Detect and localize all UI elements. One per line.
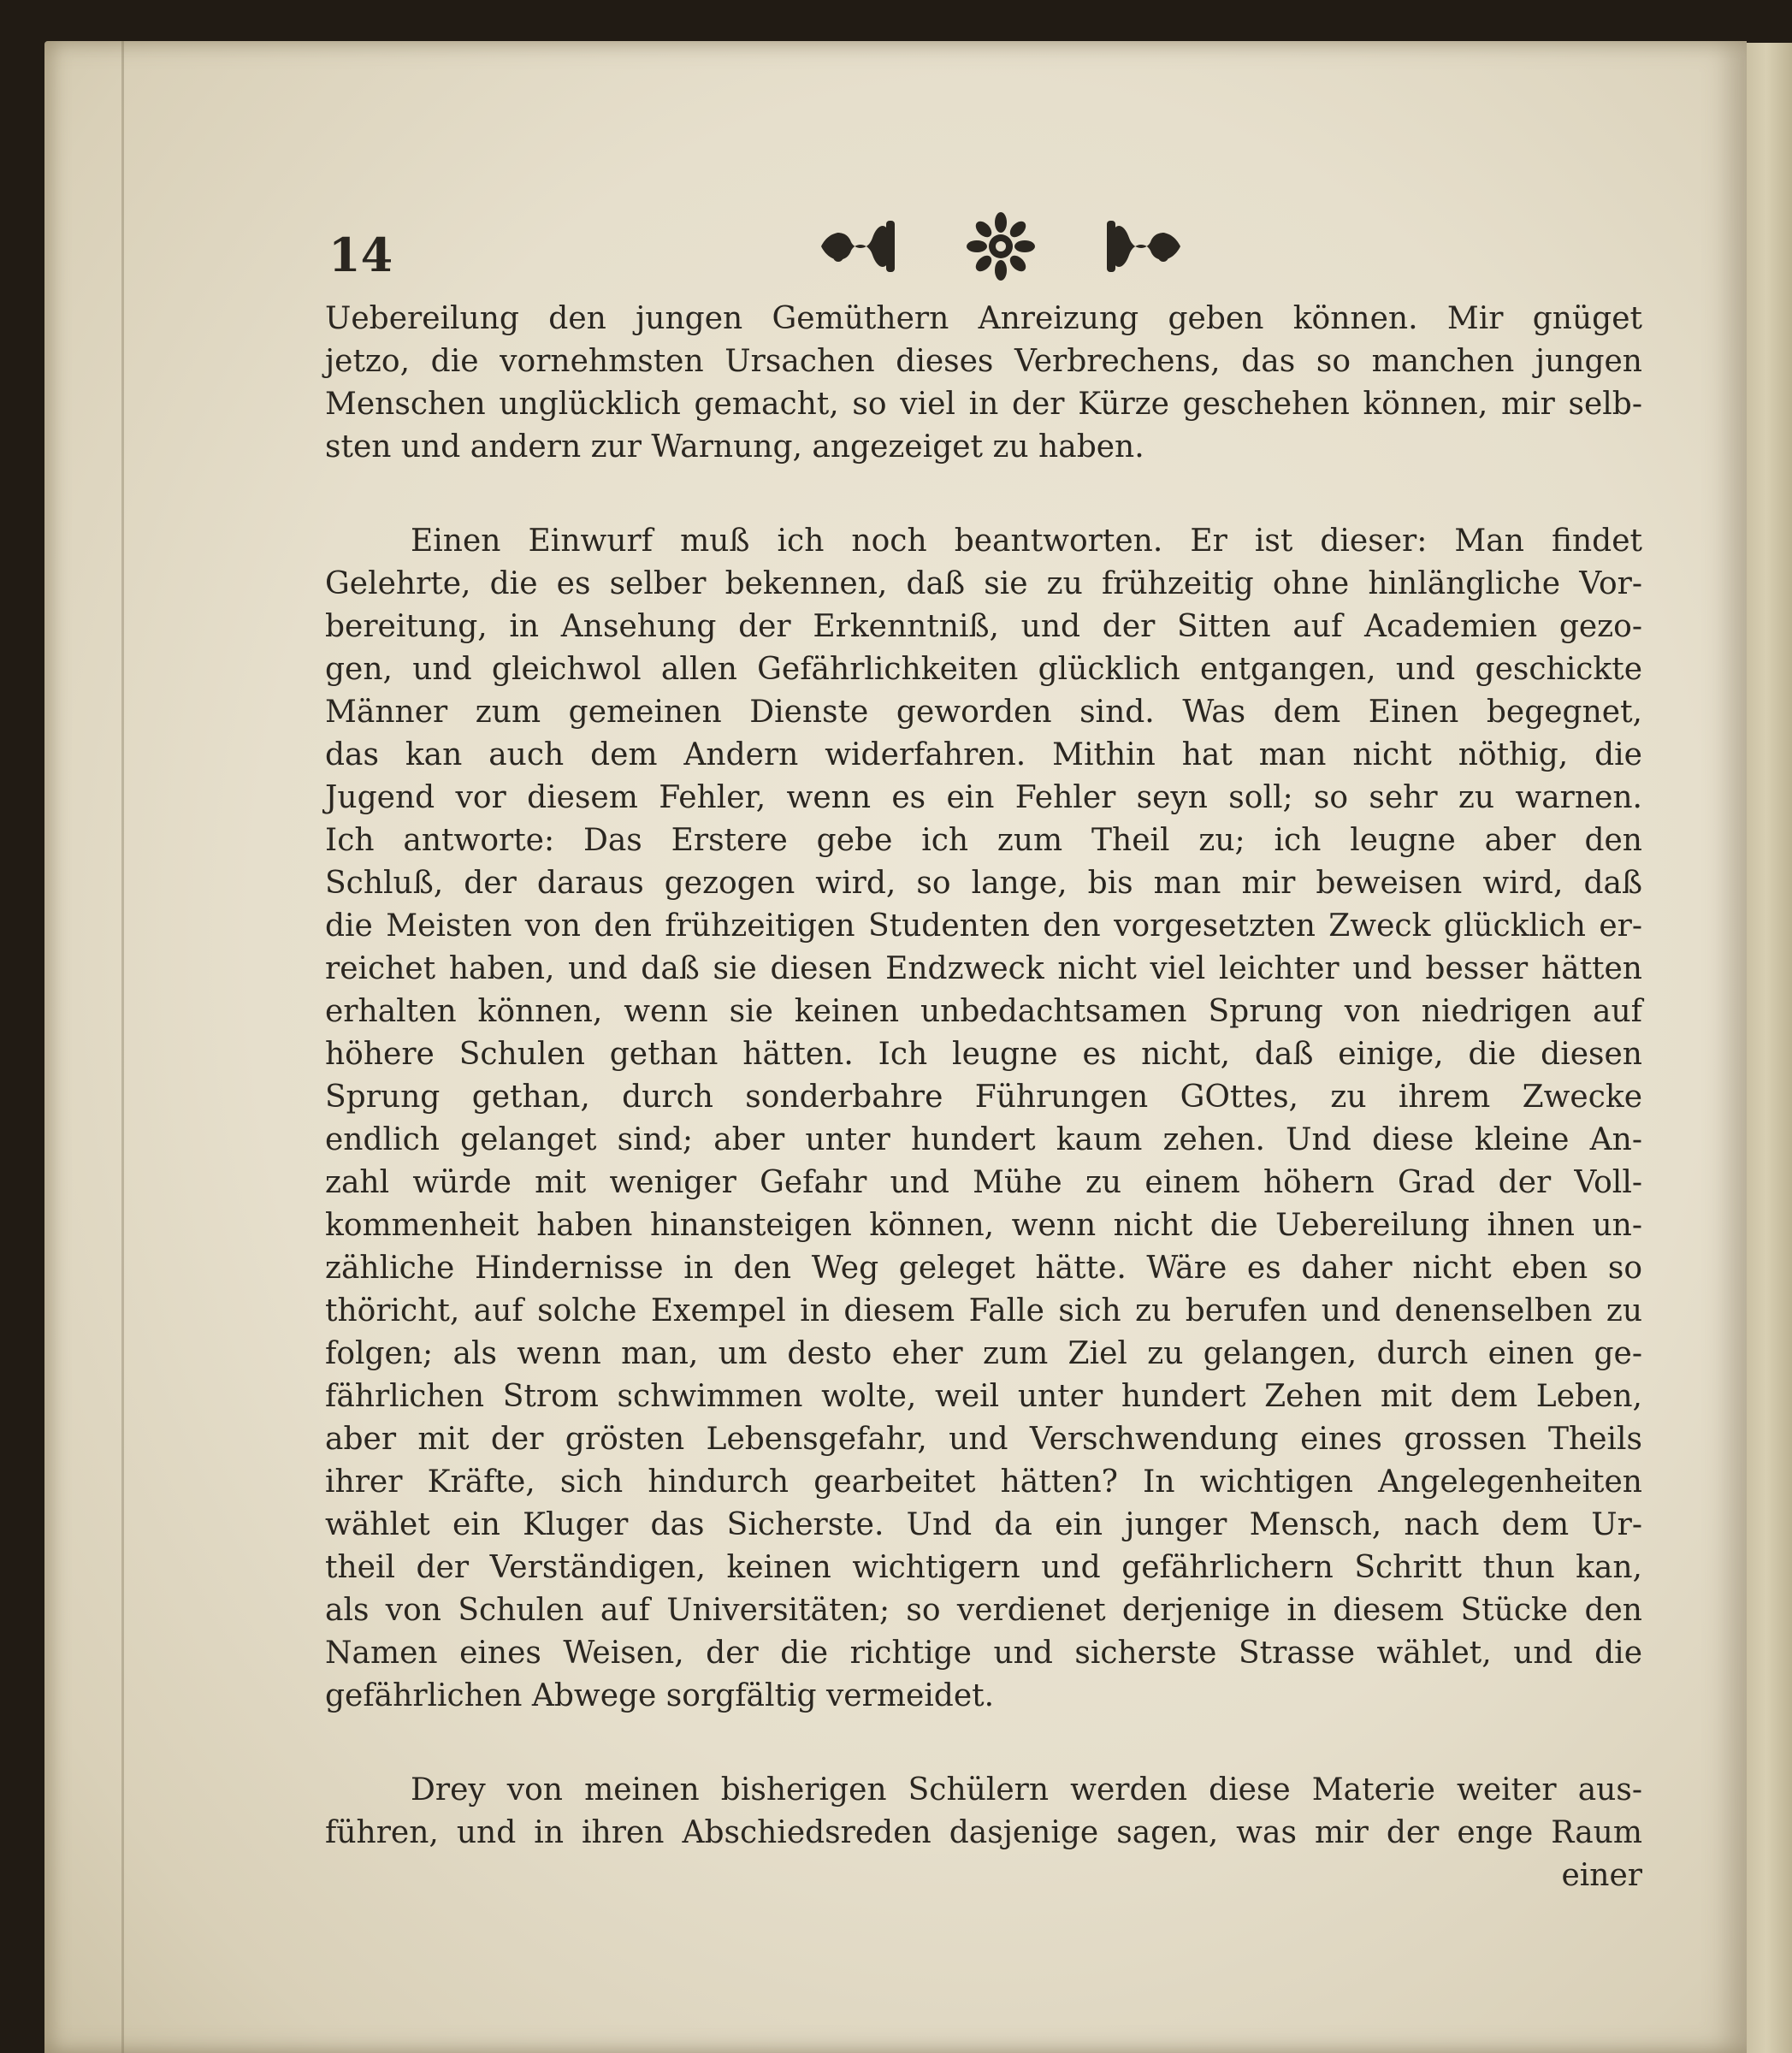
- text-line: Jugend vor diesem Fehler, wenn es ein Fehler seyn soll; so sehr zu warnen.: [325, 780, 1642, 815]
- page-header: [325, 195, 1642, 298]
- text-line: Einen Einwurf muß ich noch beantworten. Er ist dieser: Man findet: [411, 524, 1642, 559]
- text-line: fährlichen Strom schwimmen wolte, weil unter hundert Zehen mit dem Leben,: [325, 1379, 1642, 1414]
- text-line: kommenheit haben hinansteigen können, wenn nicht die Uebereilung ihnen un-: [325, 1208, 1642, 1243]
- text-line: Uebereilung den jungen Gemüthern Anreizung geben können. Mir gnüget: [325, 301, 1642, 336]
- text-line: Menschen unglücklich gemacht, so viel in der Kürze geschehen können, mir selb-: [325, 387, 1642, 422]
- text-line: Drey von meinen bisherigen Schülern werden diese Materie weiter aus-: [411, 1772, 1642, 1807]
- text-line: endlich gelanget sind; aber unter hundert kaum zehen. Und diese kleine An-: [325, 1122, 1642, 1157]
- text-line: zähliche Hindernisse in den Weg geleget hätte. Wäre es daher nicht eben so: [325, 1251, 1642, 1286]
- header-ornament-icon: [804, 204, 1198, 289]
- book-page: [44, 41, 1747, 2053]
- text-line: Namen eines Weisen, der die richtige und sicherste Strasse wählet, und die: [325, 1636, 1642, 1671]
- text-line: zahl würde mit weniger Gefahr und Mühe zu einem höhern Grad der Voll-: [325, 1165, 1642, 1200]
- paragraph: [325, 1769, 1642, 1897]
- text-line: das kan auch dem Andern widerfahren. Mithin hat man nicht nöthig, die: [325, 737, 1642, 772]
- text-line: die Meisten von den frühzeitigen Studenten den vorgesetzten Zweck glücklich er-: [325, 908, 1642, 944]
- text-line: wählet ein Kluger das Sicherste. Und da ein junger Mensch, nach dem Ur-: [325, 1507, 1642, 1542]
- text-line: bereitung, in Ansehung der Erkenntniß, und der Sitten auf Academien gezo-: [325, 609, 1642, 644]
- paragraph: [325, 520, 1642, 1718]
- text-line: gen, und gleichwol allen Gefährlichkeiten glücklich entgangen, und geschickte: [325, 652, 1642, 687]
- text-line: thöricht, auf solche Exempel in diesem Falle sich zu berufen und denenselben zu: [325, 1293, 1642, 1328]
- paragraph: [325, 298, 1642, 469]
- paragraph-gap: [325, 469, 1642, 520]
- paragraph-gap: [325, 1718, 1642, 1769]
- text-line: Ich antworte: Das Erstere gebe ich zum Theil zu; ich leugne aber den: [325, 823, 1642, 858]
- text-line: erhalten können, wenn sie keinen unbedachtsamen Sprung von niedrigen auf: [325, 994, 1642, 1029]
- text-line: als von Schulen auf Universitäten; so verdienet derjenige in diesem Stücke den: [325, 1593, 1642, 1628]
- text-line: führen, und in ihren Abschiedsreden dasjenige sagen, was mir der enge Raum: [325, 1815, 1642, 1850]
- text-line: Schluß, der daraus gezogen wird, so lange, bis man mir beweisen wird, daß: [325, 866, 1642, 901]
- catchword: einer: [1561, 1858, 1642, 1893]
- text-line: folgen; als wenn man, um desto eher zum Ziel zu gelangen, durch einen ge-: [325, 1336, 1642, 1371]
- page-body-text: [325, 298, 1642, 1897]
- text-line: jetzo, die vornehmsten Ursachen dieses Verbrechens, das so manchen jungen: [325, 344, 1642, 379]
- text-line: Gelehrte, die es selber bekennen, daß sie zu frühzeitig ohne hinlängliche Vor-: [325, 566, 1642, 601]
- text-line: aber mit der grösten Lebensgefahr, und Verschwendung eines grossen Theils: [325, 1422, 1642, 1457]
- text-line: gefährlichen Abwege sorgfältig vermeidet.: [325, 1678, 995, 1713]
- text-line: Männer zum gemeinen Dienste geworden sind. Was dem Einen begegnet,: [325, 695, 1642, 730]
- page-number: 14: [328, 228, 393, 282]
- text-line: sten und andern zur Warnung, angezeiget zu haben.: [325, 429, 1144, 464]
- text-line: theil der Verständigen, keinen wichtigern und gefährlichern Schritt thun kan,: [325, 1550, 1642, 1585]
- page-fold-line: [121, 41, 124, 2053]
- text-line: höhere Schulen gethan hätten. Ich leugne es nicht, daß einige, die diesen: [325, 1037, 1642, 1072]
- text-line: ihrer Kräfte, sich hindurch gearbeitet hätten? In wichtigen Angelegenheiten: [325, 1464, 1642, 1500]
- text-line: Sprung gethan, durch sonderbahre Führungen GOttes, zu ihrem Zwecke: [325, 1080, 1642, 1115]
- text-line: reichet haben, und daß sie diesen Endzweck nicht viel leichter und besser hätten: [325, 951, 1642, 986]
